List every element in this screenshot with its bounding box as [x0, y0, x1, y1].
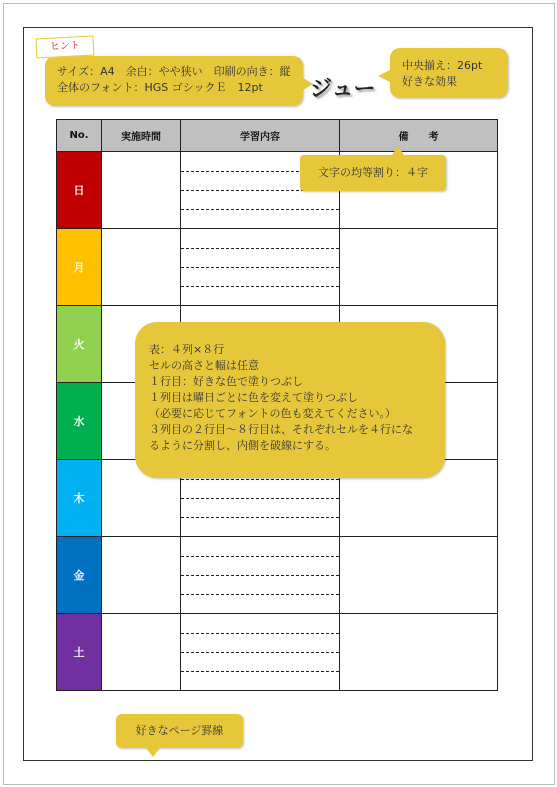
table-row	[57, 614, 498, 691]
callout-page-border: 好きなページ罫線	[116, 714, 243, 748]
callout-pointer	[392, 146, 404, 155]
header-no: No.	[57, 120, 102, 152]
header-notes: 備 考	[340, 120, 498, 152]
callout-table-line2: セルの高さと幅は任意	[149, 359, 259, 372]
table-row	[57, 537, 498, 614]
callout-table-instructions	[135, 322, 445, 478]
content-cell[interactable]	[181, 537, 340, 614]
callout-page-line1: サイズ：A4 余白：やや狭い 印刷の向き：縦	[57, 65, 291, 78]
day-cell-sat: 土	[57, 614, 102, 691]
time-cell[interactable]	[102, 152, 181, 229]
callout-header-spacing: 文字の均等割り：４字	[300, 155, 446, 191]
day-cell-fri: 金	[57, 537, 102, 614]
notes-cell[interactable]	[340, 537, 498, 614]
callout-page-setup	[45, 56, 303, 106]
callout-title-line2: 好きな効果	[402, 75, 457, 88]
callout-pointer	[146, 748, 160, 757]
time-cell[interactable]	[102, 614, 181, 691]
content-cell[interactable]	[181, 229, 340, 306]
callout-pointer	[378, 70, 390, 82]
notes-cell[interactable]	[340, 614, 498, 691]
notes-cell[interactable]	[340, 229, 498, 306]
callout-table-line6: ３列目の２行目～８行目は、それぞれセルを４行にな	[149, 423, 413, 436]
table-row	[57, 229, 498, 306]
table-header-row	[57, 120, 498, 152]
content-cell[interactable]	[181, 614, 340, 691]
callout-table-line1: 表：４列×８行	[149, 343, 225, 356]
callout-title-line1: 中央揃え：26pt	[402, 59, 483, 72]
callout-table-line5: （必要に応じてフォントの色も変えてください。）	[149, 407, 396, 420]
header-content: 学習内容	[181, 120, 340, 152]
callout-pointer	[303, 78, 313, 90]
day-cell-tue: 火	[57, 306, 102, 383]
header-time: 実施時間	[102, 120, 181, 152]
callout-table-line7: るように分割し、内側を破線にする。	[149, 439, 336, 452]
callout-page-line2: 全体のフォント：HGS ゴシックＥ 12pt	[57, 81, 263, 94]
document-title: ジュー	[310, 77, 376, 102]
day-cell-sun: 日	[57, 152, 102, 229]
callout-table-line3: １行目：好きな色で塗りつぶし	[149, 375, 303, 388]
day-cell-wed: 水	[57, 383, 102, 460]
callout-title-format	[390, 48, 508, 98]
day-cell-thu: 木	[57, 460, 102, 537]
time-cell[interactable]	[102, 229, 181, 306]
hint-tag: ヒント	[36, 35, 95, 58]
callout-table-line4: １列目は曜日ごとに色を変えて塗りつぶし	[149, 391, 358, 404]
day-cell-mon: 月	[57, 229, 102, 306]
time-cell[interactable]	[102, 537, 181, 614]
